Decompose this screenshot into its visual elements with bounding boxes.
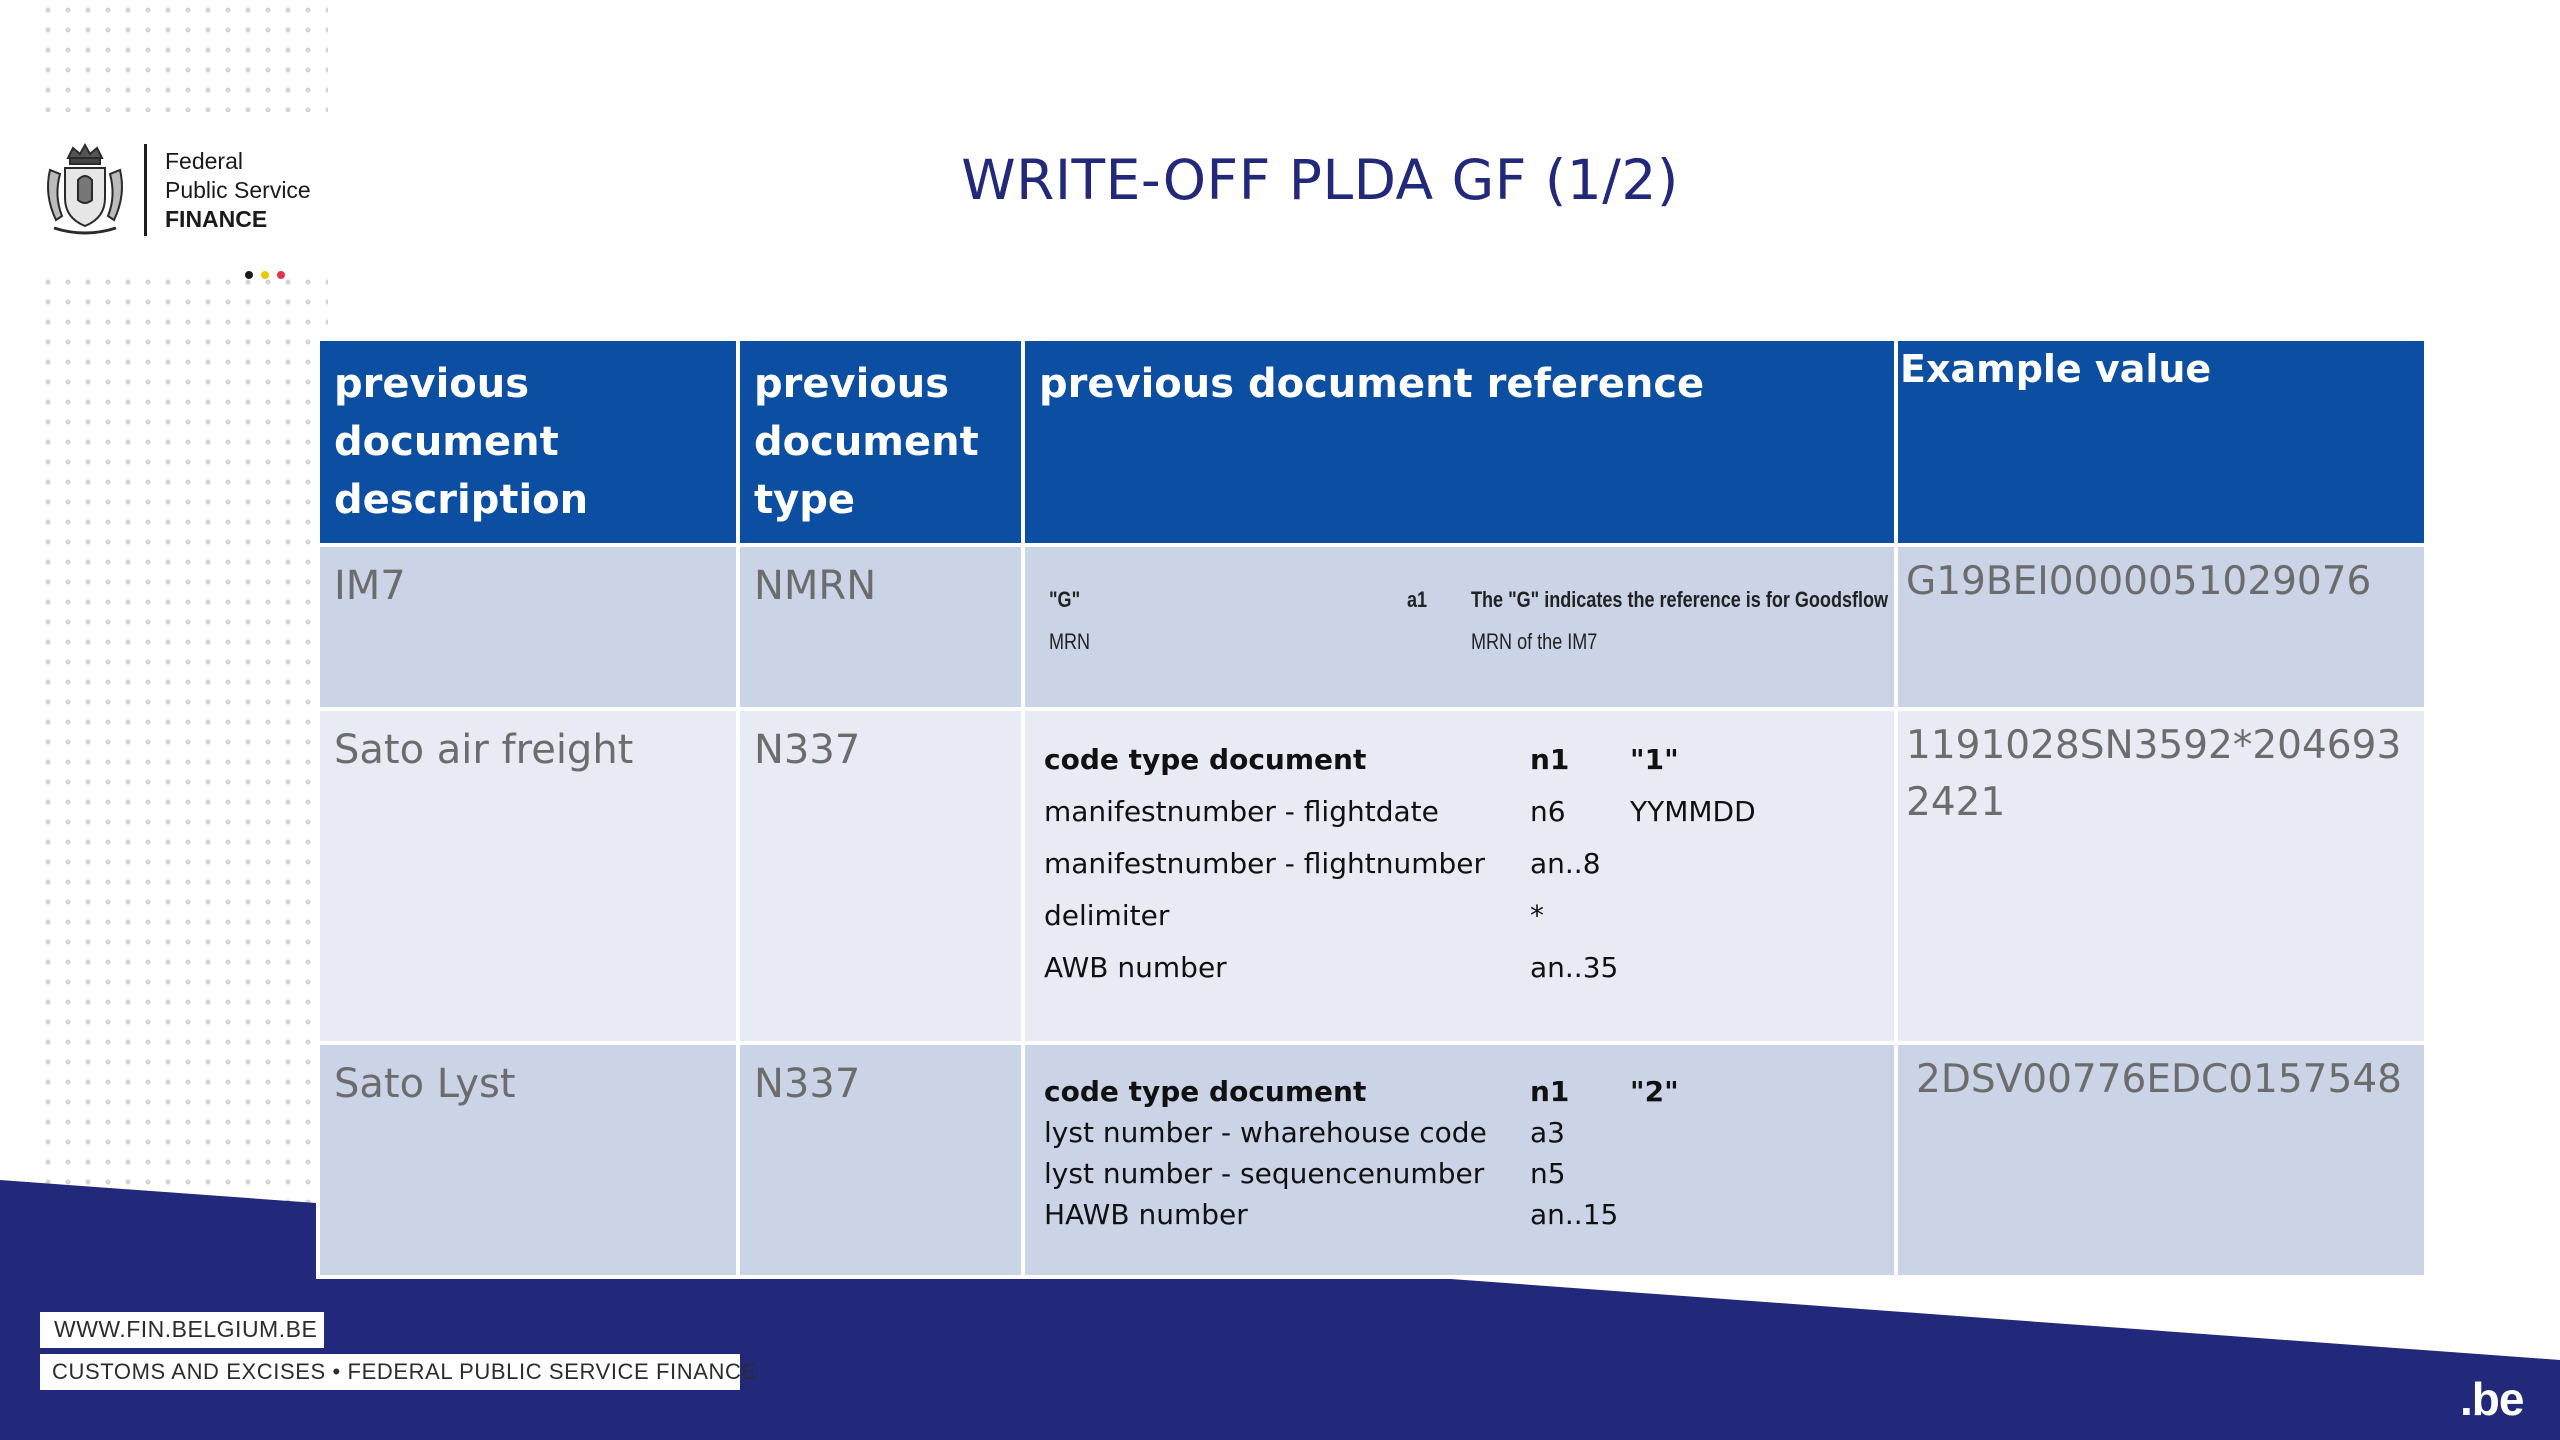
cell-reference bbox=[1023, 545, 1896, 709]
slide-title: WRITE-OFF PLDA GF (1/2) bbox=[961, 148, 1679, 212]
spec-value: "2" bbox=[1630, 1075, 1679, 1108]
logo-line-1: Federal bbox=[165, 147, 243, 174]
flag-dot-black bbox=[245, 271, 253, 279]
cell-reference bbox=[1023, 1043, 1896, 1277]
spec-label: code type document bbox=[1044, 1075, 1367, 1108]
spec-format: n1 bbox=[1530, 742, 1570, 776]
table-row bbox=[318, 1043, 2426, 1277]
spec-row bbox=[1044, 837, 1756, 889]
header-description: previous document description bbox=[318, 339, 738, 545]
spec-row bbox=[1044, 889, 1756, 941]
flag-dot-red bbox=[277, 271, 285, 279]
spec-value: "1" bbox=[1630, 742, 1679, 776]
logo-line-2: Public Service bbox=[165, 176, 311, 203]
spec-row bbox=[1044, 1194, 1679, 1235]
footer-website[interactable]: WWW.FIN.BELGIUM.BE bbox=[40, 1312, 324, 1348]
spec-row bbox=[1044, 1071, 1679, 1112]
fps-finance-logo bbox=[40, 140, 340, 240]
cell-description: IM7 bbox=[318, 545, 738, 709]
header-example: Example value bbox=[1896, 339, 2426, 545]
flag-dot-yellow bbox=[261, 271, 269, 279]
cell-reference bbox=[1023, 709, 1896, 1043]
logo-wordmark bbox=[165, 147, 311, 234]
spec-label: manifestnumber - flightnumber bbox=[1044, 846, 1485, 880]
g-code: "G" bbox=[1049, 587, 1081, 612]
mrn-label: MRN bbox=[1049, 629, 1091, 654]
spec-label: delimiter bbox=[1044, 898, 1170, 932]
cell-description: Sato Lyst bbox=[318, 1043, 738, 1277]
table-header-row bbox=[318, 339, 2426, 545]
cell-example: 2DSV00776EDC0157548 bbox=[1896, 1043, 2426, 1277]
spec-label: lyst number - wharehouse code bbox=[1044, 1116, 1487, 1149]
spec-label: HAWB number bbox=[1044, 1198, 1248, 1231]
cell-type: N337 bbox=[738, 1043, 1023, 1277]
spec-format: an..8 bbox=[1530, 846, 1601, 880]
spec-format: an..15 bbox=[1530, 1198, 1619, 1231]
cell-example: G19BEI0000051029076 bbox=[1896, 545, 2426, 709]
spec-row bbox=[1044, 1153, 1679, 1194]
table-row bbox=[318, 709, 2426, 1043]
mrn-note: MRN of the IM7 bbox=[1471, 629, 1598, 654]
spec-row bbox=[1044, 785, 1756, 837]
spec-label: code type document bbox=[1044, 742, 1367, 776]
spec-label: lyst number - sequencenumber bbox=[1044, 1157, 1485, 1190]
spec-format: * bbox=[1530, 898, 1544, 932]
spec-format: n6 bbox=[1530, 794, 1566, 828]
be-logo: .be bbox=[2460, 1373, 2524, 1425]
spec-value: YYMMDD bbox=[1630, 794, 1756, 828]
cell-example: 1191028SN3592*2046932421 bbox=[1896, 709, 2426, 1043]
spec-format: a3 bbox=[1530, 1116, 1565, 1149]
belgian-flag-dots bbox=[245, 271, 285, 279]
spec-format: n1 bbox=[1530, 1075, 1570, 1108]
header-reference: previous document reference bbox=[1023, 339, 1896, 545]
sato-air-spec bbox=[1044, 733, 1756, 993]
table-row bbox=[318, 545, 2426, 709]
spec-row bbox=[1044, 1112, 1679, 1153]
cell-type: N337 bbox=[738, 709, 1023, 1043]
spec-row bbox=[1044, 733, 1756, 785]
spec-format: n5 bbox=[1530, 1157, 1566, 1190]
g-format: a1 bbox=[1407, 587, 1428, 612]
footer-department: CUSTOMS AND EXCISES • FEDERAL PUBLIC SERVICE FINANCE bbox=[40, 1354, 740, 1390]
header-type: previous document type bbox=[738, 339, 1023, 545]
g-note: The "G" indicates the reference is for Goodsflow bbox=[1471, 587, 1889, 612]
spec-label: AWB number bbox=[1044, 950, 1227, 984]
spec-row bbox=[1044, 941, 1756, 993]
belgian-crest-icon bbox=[40, 140, 130, 240]
logo-divider bbox=[144, 144, 147, 236]
im7-reference-image bbox=[1049, 587, 1899, 657]
write-off-table bbox=[316, 337, 2428, 1279]
cell-description: Sato air freight bbox=[318, 709, 738, 1043]
logo-line-3: FINANCE bbox=[165, 205, 268, 232]
cell-type: NMRN bbox=[738, 545, 1023, 709]
sato-lyst-spec bbox=[1044, 1071, 1679, 1235]
spec-label: manifestnumber - flightdate bbox=[1044, 794, 1439, 828]
spec-format: an..35 bbox=[1530, 950, 1619, 984]
